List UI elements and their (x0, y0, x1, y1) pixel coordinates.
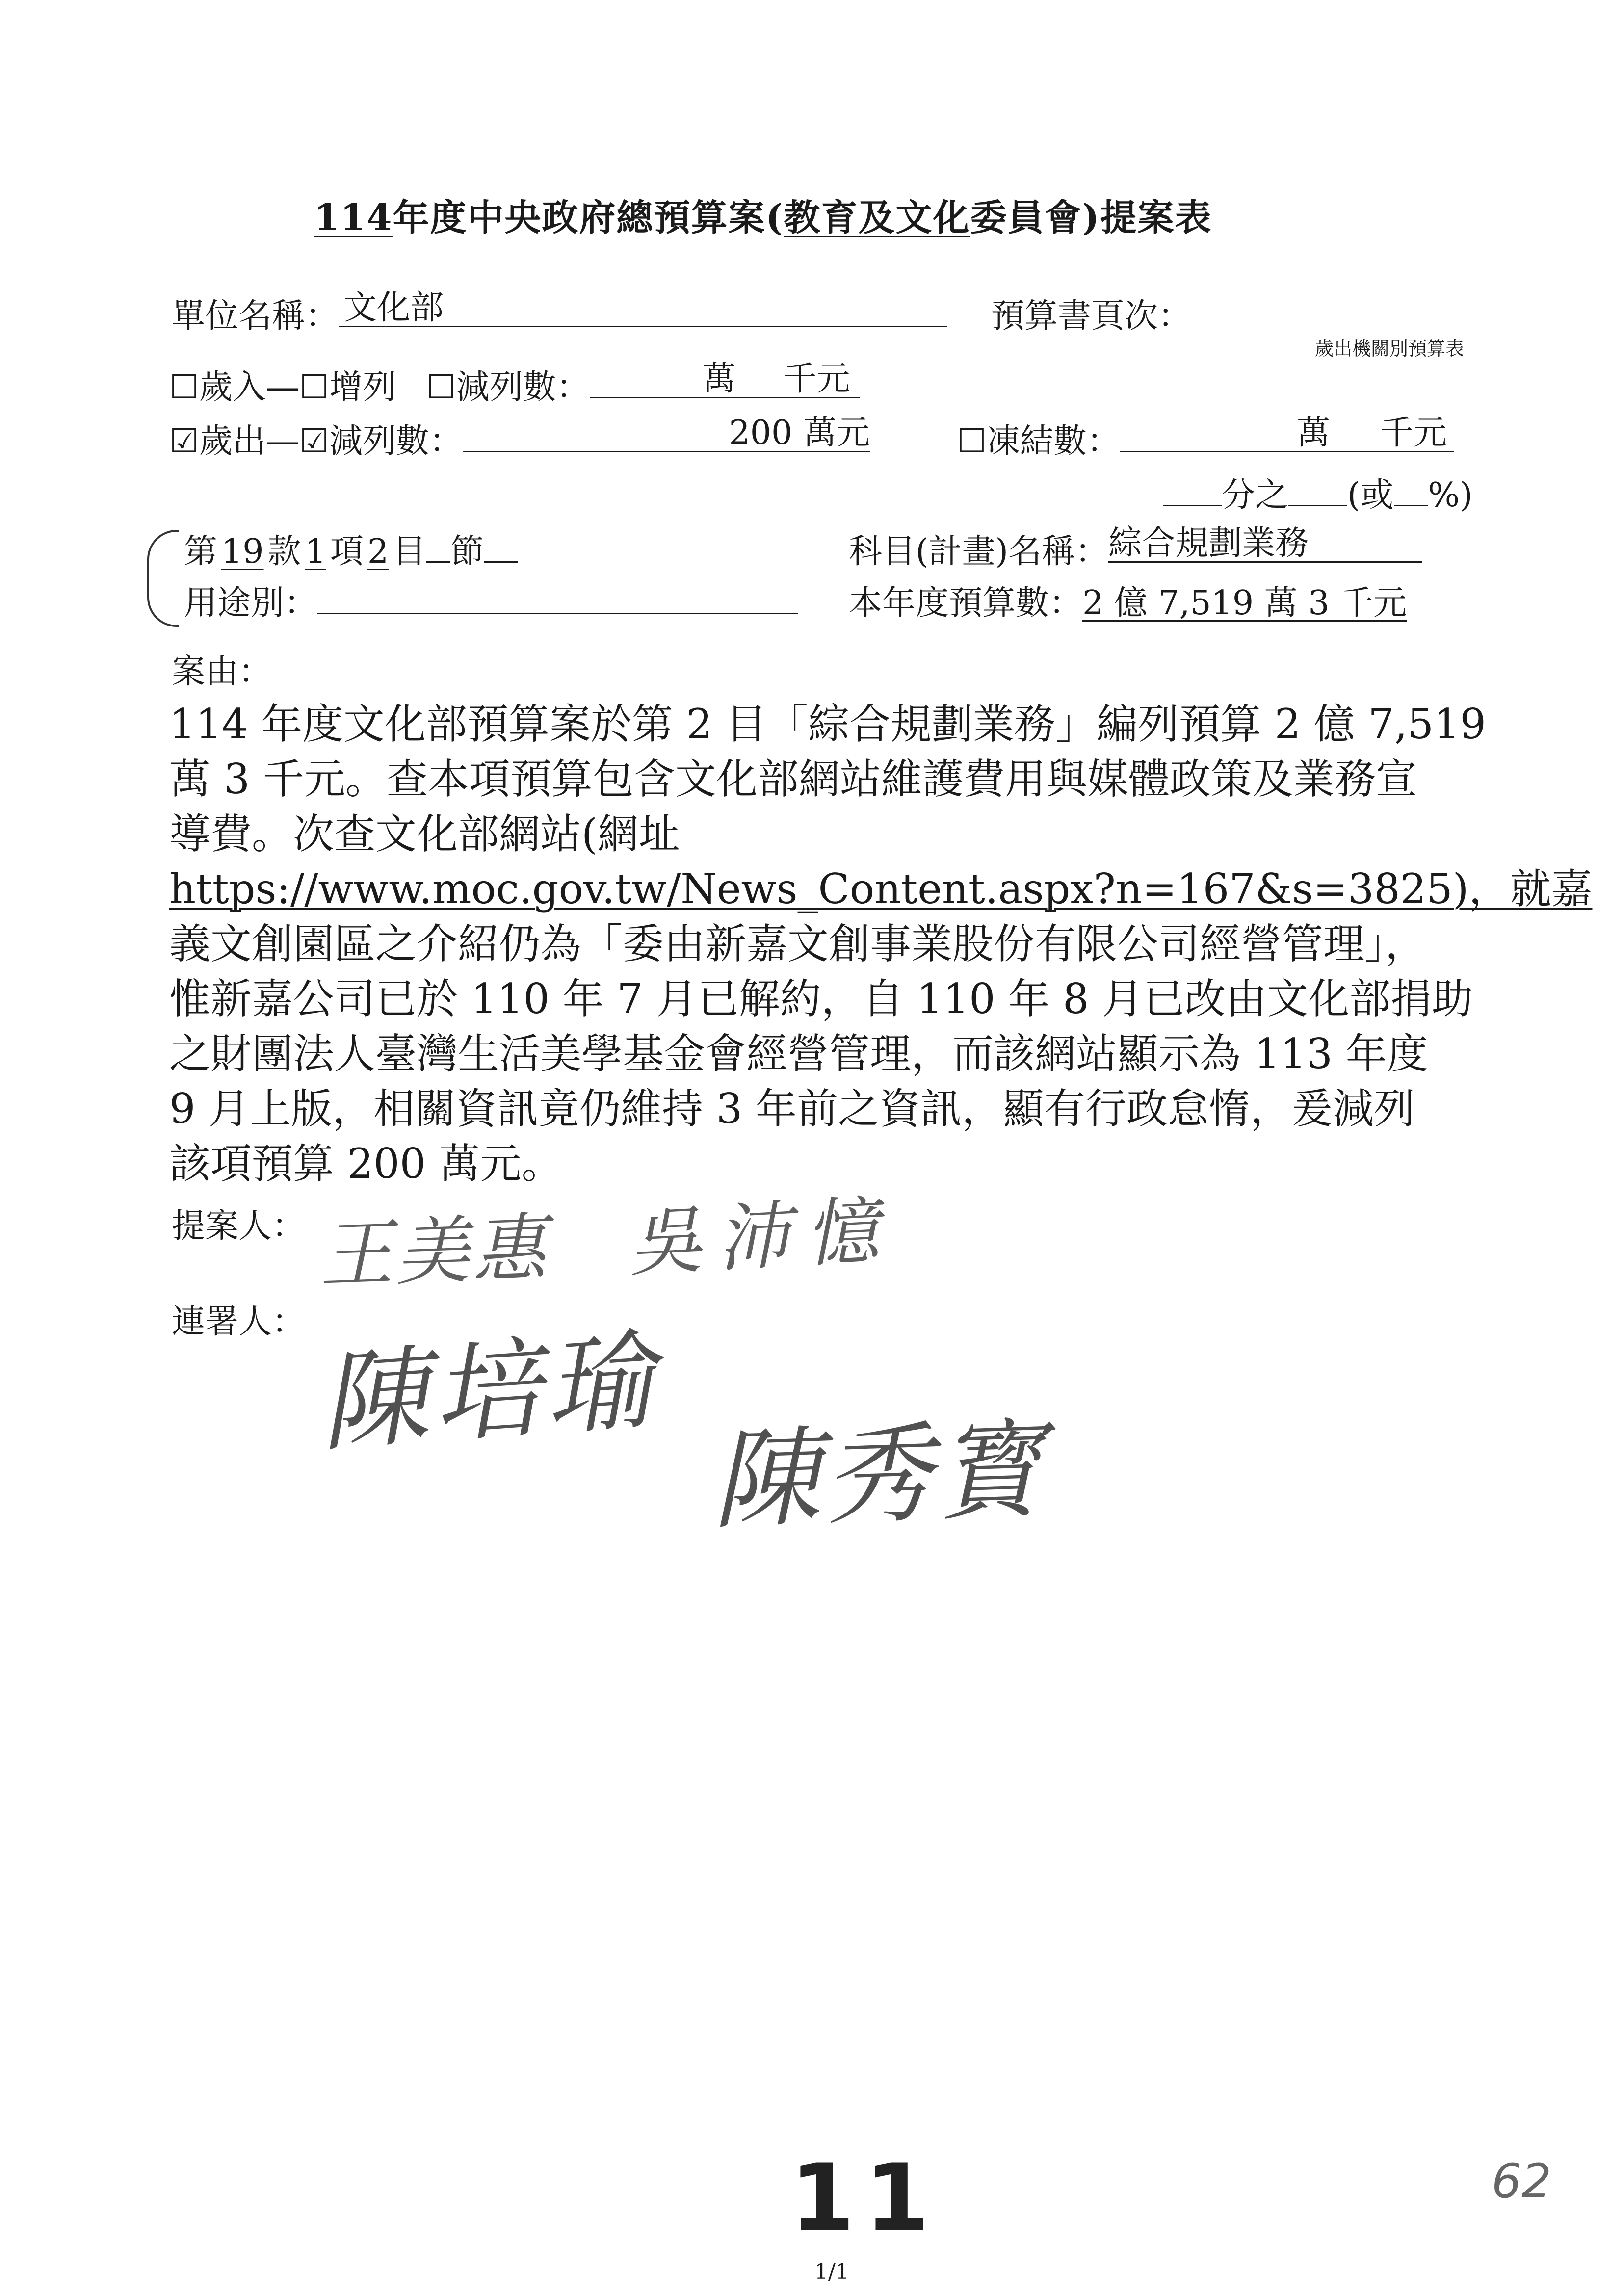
handwritten-number: 11 (790, 2144, 940, 2252)
annual-budget-value: 2 億 7,519 萬 3 千元 (1082, 584, 1407, 623)
expense-checkbox[interactable]: ☑ (169, 422, 199, 461)
reason-line: 導費。次查文化部網站(網址 (169, 810, 680, 858)
freeze-row (957, 415, 1454, 462)
account-mu: 目 (393, 532, 426, 571)
purpose-label: 用途別： (184, 584, 318, 623)
account-jie-blank-2 (484, 535, 518, 563)
revenue-reduce-checkbox[interactable]: ☐ (426, 368, 456, 407)
reason-line-url: https://www.moc.gov.tw/News_Content.aspx?n=167&s=3825)，就嘉 (169, 865, 1593, 913)
expense-amount-line (463, 414, 870, 452)
expense-amount: 200 萬元 (729, 414, 870, 452)
account-jie-blank (426, 535, 450, 563)
reason-body (169, 697, 1592, 1191)
reason-line: 114 年度文化部預算案於第 2 目「綜合規劃業務」編列預算 2 億 7,519 (169, 700, 1486, 748)
expense-label: 歲出— (199, 422, 299, 461)
cosigner-label: 連署人： (172, 1303, 306, 1341)
reason-line: 9 月上版，相關資訊竟仍維持 3 年前之資訊，顯有行政怠惰，爰減列 (169, 1085, 1415, 1133)
proposer-signature-2: 吳沛憶 (626, 1187, 895, 1287)
revenue-wan: 萬 (702, 360, 736, 398)
account-kuan-num: 19 (221, 532, 264, 571)
page-corner-number: 62 (1492, 2154, 1552, 2209)
account-kuan: 款 (267, 532, 301, 571)
subject-label: 科目(計畫)名稱： (849, 532, 1109, 571)
freeze-qian: 千元 (1380, 414, 1447, 452)
subject-line (1108, 524, 1422, 563)
revenue-amount-line (590, 360, 860, 398)
subject-row (849, 525, 1422, 573)
revenue-add-label: 增列 (329, 368, 396, 407)
proposer-label: 提案人： (172, 1207, 306, 1246)
account-jie: 節 (450, 532, 484, 571)
revenue-qian: 千元 (783, 360, 850, 398)
title-year: 114 (314, 197, 393, 239)
purpose-line (317, 586, 798, 614)
expense-reduce-label: 減列數： (329, 422, 463, 461)
reason-line: 惟新嘉公司已於 110 年 7 月已解約，自 110 年 8 月已改由文化部捐助 (169, 975, 1473, 1023)
freeze-percent: %) (1428, 476, 1473, 515)
reason-line: 之財團法人臺灣生活美學基金會經營管理，而該網站顯示為 113 年度 (169, 1030, 1428, 1078)
annual-budget-label: 本年度預算數： (849, 584, 1083, 623)
revenue-checkbox[interactable]: ☐ (169, 368, 199, 407)
title-committee: 教育及文化 (784, 197, 970, 239)
freeze-or: (或 (1347, 476, 1394, 515)
page-ref-note: 歲出機關別預算表 (1315, 338, 1465, 360)
percent-line (1394, 478, 1428, 506)
revenue-row (169, 361, 860, 408)
cosigner-signature-1: 陳培瑜 (315, 1317, 662, 1466)
cosigner-signature-2: 陳秀寳 (709, 1407, 1049, 1544)
revenue-reduce-label: 減列數： (456, 368, 590, 407)
title-tail: 委員會)提案表 (970, 197, 1212, 239)
reason-line: 該項預算 200 萬元。 (169, 1140, 563, 1188)
fraction-numerator-line (1288, 478, 1347, 506)
reason-line: 萬 3 千元。查本項預算包含文化部網站維護費用與媒體政策及業務宣 (169, 755, 1417, 803)
proposer-signature-1: 王美惠 (317, 1205, 550, 1299)
account-brace (147, 530, 179, 627)
title-mid: 年度中央政府總預算案( (393, 197, 784, 239)
purpose-row (184, 576, 798, 624)
account-row (184, 525, 518, 573)
freeze-checkbox[interactable]: ☐ (957, 422, 987, 461)
freeze-label: 凍結數： (986, 422, 1120, 461)
expense-reduce-checkbox[interactable]: ☑ (299, 422, 329, 461)
account-di: 第 (184, 532, 218, 571)
account-xiang-num: 1 (305, 532, 326, 571)
freeze-wan: 萬 (1296, 414, 1330, 452)
annual-budget-row (849, 576, 1407, 624)
revenue-label: 歲入— (199, 368, 299, 407)
revenue-add-checkbox[interactable]: ☐ (299, 368, 329, 407)
unit-name-line (339, 288, 947, 327)
fraction-label: 分之 (1222, 476, 1289, 515)
unit-row (172, 289, 947, 337)
page-ref-label: 預算書頁次： (991, 297, 1192, 336)
unit-label: 單位名稱： (172, 297, 339, 336)
page-title (314, 189, 1212, 241)
page-number: 1/1 (814, 2259, 849, 2284)
freeze-fraction-row (1163, 469, 1473, 516)
reason-label: 案由： (172, 652, 272, 691)
reason-line: 義文創園區之介紹仍為「委由新嘉文創事業股份有限公司經營管理」， (169, 920, 1427, 968)
expense-row (169, 415, 870, 462)
freeze-amount-line (1120, 414, 1454, 452)
account-xiang: 項 (330, 532, 364, 571)
account-mu-num: 2 (367, 532, 389, 571)
fraction-denominator-line (1163, 478, 1222, 506)
subject-value: 綜合規劃業務 (1108, 524, 1309, 563)
unit-name: 文化部 (343, 288, 444, 327)
